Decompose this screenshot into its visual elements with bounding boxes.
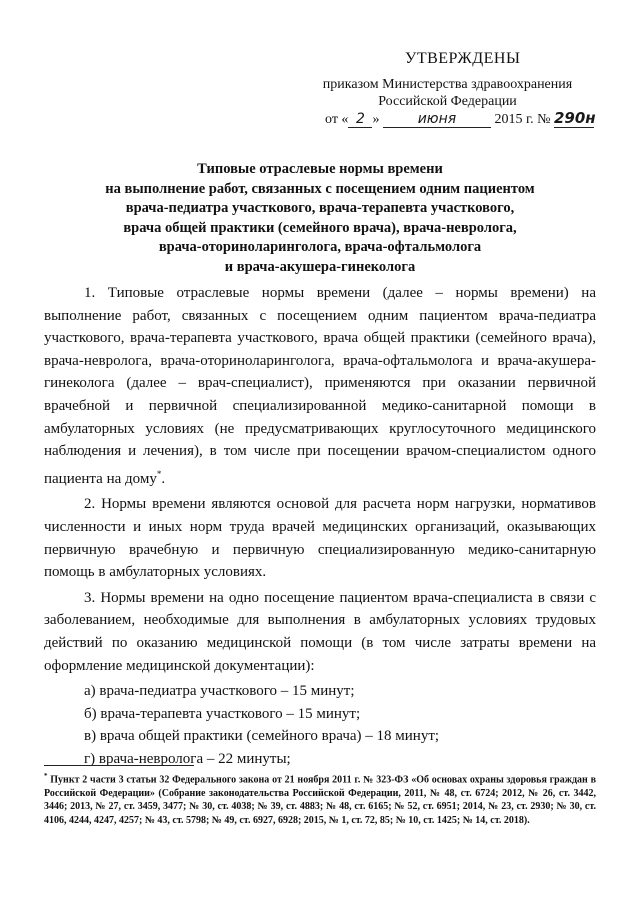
- footnote: [44, 770, 596, 827]
- date-year: 2015 г. №: [494, 112, 551, 127]
- order-line-country: Российской Федерации: [378, 94, 517, 109]
- title-line: на выполнение работ, связанных с посещением одним пациентом: [105, 180, 535, 197]
- list-item: а) врача-педиатра участкового – 15 минут;: [84, 683, 355, 700]
- footnote-reference: *: [156, 468, 162, 479]
- date-quote-close: »: [372, 112, 380, 127]
- paragraph-1-text: 1. Типовые отраслевые нормы времени (далее – нормы времени) на выполнение работ, связанных с посещением одним пациентом врача-педиатра участкового, врача-терапевта участкового, врача общей практики (семейного врача), врача-невролога, врача-оториноларинголога, врача-офтальмолога и врача-акушера-гинеколога (далее – врач-специалист), применяются при оказании первичной врачебной и первичной специализированной медико-санитарной помощи в амбулаторных условиях (не предусматривающих круглосуточного медицинского наблюдения и лечения), в том числе при посещении врачом-специалистом одного пациента на дому: [44, 285, 596, 487]
- date-day-handwritten: 2: [348, 111, 372, 128]
- paragraph-1-end: .: [161, 470, 166, 487]
- document-body: [44, 282, 596, 770]
- title-line: и врача-акушера-гинеколога: [224, 258, 416, 275]
- footnote-divider: [44, 765, 194, 766]
- footnote-mark: *: [44, 772, 48, 780]
- order-number-handwritten: 290н: [553, 109, 596, 127]
- order-line-ministry: приказом Министерства здравоохранения: [322, 77, 573, 92]
- title-line: врача-оториноларинголога, врача-офтальмолога: [158, 239, 482, 255]
- paragraph-2: 2. Нормы времени являются основой для расчета норм нагрузки, нормативов численности и иных норм труда врачей медицинских организаций, оказывающих первичную врачебную и первичную специализированную медико-санитарную помощь в амбулаторных условиях.: [44, 496, 596, 581]
- title-line: врача общей практики (семейного врача), врача-невролога,: [123, 219, 517, 236]
- date-prefix: от «: [325, 112, 349, 127]
- order-date-line: [325, 109, 594, 128]
- date-month-handwritten: июня: [383, 111, 491, 128]
- footnote-text: Пункт 2 части 3 статьи 32 Федерального закона от 21 ноября 2011 г. № 323-ФЗ «Об основах охраны здоровья граждан в Российской Федерации» (Собрание законодательства Российской Федерации, 2011, № 48, ст. 6724; 2012, № 26, ст. 3442, 3446; 2013, № 27, ст. 3459, 3477; № 30, ст. 4038; № 39, ст. 4883; № 48, ст. 6165; № 52, ст. 6951; 2014, № 23, ст. 2930; № 30, ст. 4106, 4244, 4247, 4257; № 43, ст. 5798; № 49, ст. 6927, 6928; 2015, № 1, ст. 72, 85; № 10, ст. 1425; № 14, ст. 2018).: [44, 774, 596, 826]
- approval-heading: УТВЕРЖДЕНЫ: [405, 50, 521, 67]
- title-line: врача-педиатра участкового, врача-терапевта участкового,: [125, 200, 515, 216]
- list-item: в) врача общей практики (семейного врача) – 18 минут;: [84, 728, 440, 745]
- list-item: г) врача-невролога – 22 минуты;: [84, 750, 291, 767]
- order-reference: [320, 76, 575, 110]
- document-title: [60, 160, 580, 277]
- paragraph-1: [44, 282, 596, 490]
- paragraph-3: 3. Нормы времени на одно посещение пациентом врача-специалиста в связи с заболеванием, необходимые для выполнения в амбулаторных условиях трудовых действий по оказанию медицинской помощи (в том числе затраты времени на оформление медицинской документации):: [44, 589, 596, 674]
- title-line: Типовые отраслевые нормы времени: [197, 161, 443, 177]
- list-item: б) врача-терапевта участкового – 15 минут;: [84, 705, 361, 722]
